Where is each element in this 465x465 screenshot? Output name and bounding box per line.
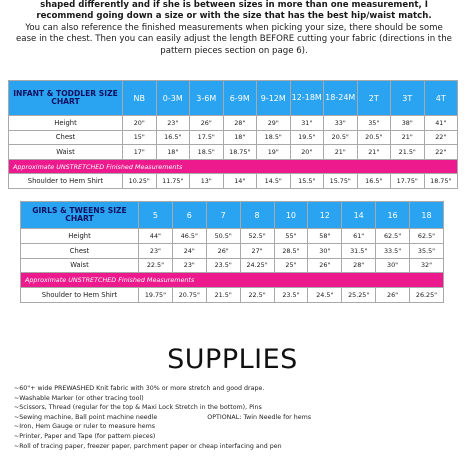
supply-item-text: ~Roll of tracing paper, freezer paper, parchment paper or cheap interfacing and pen	[14, 442, 282, 450]
measurement-cell: 52.5"	[240, 229, 274, 244]
measurement-cell: 17"	[123, 145, 157, 160]
size-header: NB	[123, 81, 157, 116]
measurement-cell: 21"	[324, 145, 358, 160]
chart-title: GIRLS & TWEENS SIZE CHART	[21, 202, 139, 229]
measurement-cell: 26"	[376, 288, 410, 303]
measurement-cell: 24.5"	[308, 288, 342, 303]
size-header: 18	[410, 202, 444, 229]
measurement-cell: 13"	[190, 174, 224, 189]
measurement-cell: 46.5"	[172, 229, 206, 244]
supply-item-text: ~Iron, Hem Gauge or ruler to measure hems	[14, 423, 156, 431]
measurement-cell: 26.25"	[410, 288, 444, 303]
infant-toddler-size-chart	[8, 80, 458, 189]
measurement-cell: 33.5"	[376, 243, 410, 258]
measurement-cell: 55"	[274, 229, 308, 244]
measurement-cell: 24.25"	[240, 258, 274, 273]
measurement-cell: 23.5"	[274, 288, 308, 303]
row-label: Waist	[9, 145, 123, 160]
size-header: 0-3M	[156, 81, 190, 116]
supplies-heading: SUPPLIES	[167, 344, 298, 375]
row-label: Chest	[21, 243, 139, 258]
measurement-cell: 15.5"	[290, 174, 324, 189]
intro-normal-text: You can also reference the finished measurements when picking your size, there should be some ease in the chest. Then you can easily adjust the length BEFORE cutting your fabric (directions in the pattern pieces section on page 6).	[16, 22, 452, 56]
size-header: 18-24M	[324, 81, 358, 116]
row-label: Height	[9, 116, 123, 131]
measurement-cell: 14.5"	[257, 174, 291, 189]
row-label: Shoulder to Hem Shirt	[9, 174, 123, 189]
size-header-row	[21, 202, 444, 229]
row-label: Height	[21, 229, 139, 244]
measurement-cell: 20.5"	[357, 130, 391, 145]
table-row	[9, 145, 458, 160]
measurement-cell: 10.25"	[123, 174, 157, 189]
supply-item	[14, 403, 459, 413]
size-header: 3-6M	[190, 81, 224, 116]
size-header: 8	[240, 202, 274, 229]
size-header: 6-9M	[223, 81, 257, 116]
supply-item	[14, 413, 459, 423]
measurement-cell: 23"	[139, 243, 173, 258]
measurement-cell: 20"	[123, 116, 157, 131]
size-header: 7	[206, 202, 240, 229]
measurement-cell: 19.75"	[139, 288, 173, 303]
measurement-cell: 15"	[123, 130, 157, 145]
measurement-cell: 19.5"	[290, 130, 324, 145]
supply-item	[14, 384, 459, 394]
measurement-cell: 22"	[424, 145, 458, 160]
measurement-cell: 18"	[223, 130, 257, 145]
table-row	[9, 174, 458, 189]
finished-measurements-banner	[9, 159, 458, 174]
table-row	[21, 229, 444, 244]
measurement-cell: 23.5"	[206, 258, 240, 273]
measurement-cell: 28.5"	[274, 243, 308, 258]
measurement-cell: 35.5"	[410, 243, 444, 258]
measurement-cell: 44"	[139, 229, 173, 244]
supply-item-text: ~Sewing machine, Ball point machine needle	[14, 413, 158, 421]
measurement-cell: 18.5"	[257, 130, 291, 145]
supplies-list	[14, 384, 459, 451]
row-label: Shoulder to Hem Shirt	[21, 288, 139, 303]
size-header: 12	[308, 202, 342, 229]
measurement-cell: 20.5"	[324, 130, 358, 145]
measurement-cell: 33"	[324, 116, 358, 131]
size-header-row	[9, 81, 458, 116]
size-header: 14	[342, 202, 376, 229]
measurement-cell: 30"	[308, 243, 342, 258]
measurement-cell: 30"	[376, 258, 410, 273]
measurement-cell: 28"	[342, 258, 376, 273]
measurement-cell: 14"	[223, 174, 257, 189]
supply-item-text: ~Washable Marker (or other tracing tool)	[14, 394, 144, 402]
measurement-cell: 18"	[156, 145, 190, 160]
measurement-cell: 24"	[172, 243, 206, 258]
measurement-cell: 58"	[308, 229, 342, 244]
intro-bold-text: shaped differently and if she is between sizes in more than one measurement, I recommend going down a size or with the size that has the best hip/waist match.	[36, 0, 432, 22]
table-row	[21, 258, 444, 273]
table-row	[9, 116, 458, 131]
measurement-cell: 19"	[257, 145, 291, 160]
measurement-cell: 31.5"	[342, 243, 376, 258]
size-header: 9-12M	[257, 81, 291, 116]
measurement-cell: 17.75"	[391, 174, 425, 189]
size-header: 12-18M	[290, 81, 324, 116]
measurement-cell: 22"	[424, 130, 458, 145]
measurement-cell: 25"	[274, 258, 308, 273]
measurement-cell: 22.5"	[139, 258, 173, 273]
supply-item-text: ~Printer, Paper and Tape (for pattern pieces)	[14, 432, 156, 440]
measurement-cell: 41"	[424, 116, 458, 131]
girls-tweens-size-chart	[20, 201, 444, 303]
finished-measurements-banner	[21, 273, 444, 288]
measurement-cell: 27"	[240, 243, 274, 258]
table-row	[21, 288, 444, 303]
supply-item-text: ~Scissors, Thread (regular for the top & Maxi Lock Stretch in the bottom), Pins	[14, 404, 262, 412]
measurement-cell: 26"	[308, 258, 342, 273]
measurement-cell: 28"	[223, 116, 257, 131]
measurement-cell: 21.5"	[206, 288, 240, 303]
measurement-cell: 26"	[190, 116, 224, 131]
supply-item-text: ~60"+ wide PREWASHED Knit fabric with 30% or more stretch and good drape.	[14, 385, 265, 392]
measurement-cell: 29"	[257, 116, 291, 131]
measurement-cell: 21"	[357, 145, 391, 160]
supply-item	[14, 442, 459, 452]
measurement-cell: 62.5"	[410, 229, 444, 244]
row-label: Chest	[9, 130, 123, 145]
measurement-cell: 21"	[391, 130, 425, 145]
measurement-cell: 25.25"	[342, 288, 376, 303]
measurement-cell: 62.5"	[376, 229, 410, 244]
size-header: 5	[139, 202, 173, 229]
measurement-cell: 18.75"	[223, 145, 257, 160]
measurement-cell: 18.5"	[190, 145, 224, 160]
size-header: 10	[274, 202, 308, 229]
size-header: 16	[376, 202, 410, 229]
table-row	[21, 243, 444, 258]
size-header: 3T	[391, 81, 425, 116]
size-header: 2T	[357, 81, 391, 116]
size-header: 6	[172, 202, 206, 229]
measurement-cell: 15.75"	[324, 174, 358, 189]
measurement-cell: 16.5"	[357, 174, 391, 189]
measurement-cell: 35"	[357, 116, 391, 131]
measurement-cell: 18.75"	[424, 174, 458, 189]
supply-item	[14, 432, 459, 442]
measurement-cell: 23"	[172, 258, 206, 273]
measurement-cell: 38"	[391, 116, 425, 131]
measurement-cell: 31"	[290, 116, 324, 131]
measurement-cell: 11.75"	[156, 174, 190, 189]
supply-item	[14, 394, 459, 404]
measurement-cell: 23"	[156, 116, 190, 131]
measurement-cell: 21.5"	[391, 145, 425, 160]
size-header: 4T	[424, 81, 458, 116]
row-label: Waist	[21, 258, 139, 273]
measurement-cell: 61"	[342, 229, 376, 244]
optional-note: OPTIONAL: Twin Needle for hems	[207, 413, 312, 421]
measurement-cell: 17.5"	[190, 130, 224, 145]
measurement-cell: 22.5"	[240, 288, 274, 303]
measurement-cell: 26"	[206, 243, 240, 258]
chart-title: INFANT & TODDLER SIZE CHART	[9, 81, 123, 116]
table-row	[9, 130, 458, 145]
measurement-cell: 20"	[290, 145, 324, 160]
finished-measurements-label: Approximate UNSTRETCHED Finished Measurements	[21, 273, 444, 288]
measurement-cell: 16.5"	[156, 130, 190, 145]
intro-paragraph	[14, 0, 454, 57]
measurement-cell: 32"	[410, 258, 444, 273]
measurement-cell: 50.5"	[206, 229, 240, 244]
supply-item	[14, 422, 459, 432]
finished-measurements-label: Approximate UNSTRETCHED Finished Measurements	[9, 159, 458, 174]
measurement-cell: 20.75"	[172, 288, 206, 303]
